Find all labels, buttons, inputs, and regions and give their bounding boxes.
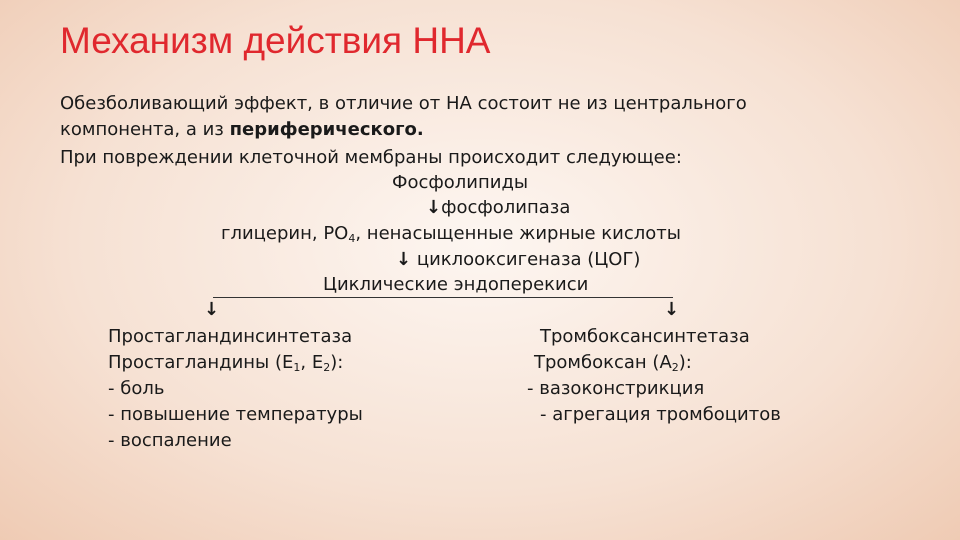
products-label — [221, 222, 681, 251]
slide-title: Механизм действия ННА — [60, 20, 491, 61]
prostaglandins-text-c: ): — [330, 352, 344, 373]
intro-line-1: Обезболивающий эффект, в отличие от НА состоит не из центрального — [60, 93, 747, 114]
left-effect-item: - повышение температуры — [108, 404, 363, 425]
prostaglandins-subscript-2: 2 — [323, 361, 331, 374]
prostaglandins-text-b: , Е — [300, 352, 324, 373]
down-arrow-icon: ↓ — [426, 197, 442, 218]
thromboxane-label — [534, 351, 692, 380]
prostaglandins-text-a: Простагландины (Е — [108, 352, 294, 373]
phospholipase-label: фосфолипаза — [441, 197, 571, 218]
down-arrow-icon: ↓ — [204, 299, 220, 320]
right-effect-item: - агрегация тромбоцитов — [540, 404, 781, 425]
endoperoxides-label: Циклические эндоперекиси — [323, 274, 589, 295]
intro-line-2 — [60, 118, 424, 142]
right-effect-item: - вазоконстрикция — [527, 378, 705, 399]
phospholipase-step — [426, 196, 570, 220]
products-text-b: , ненасыщенные жирные кислоты — [355, 223, 681, 244]
intro-emphasis: периферического. — [229, 119, 424, 140]
down-arrow-icon: ↓ — [664, 299, 680, 320]
cox-label: циклооксигеназа (ЦОГ) — [411, 249, 641, 270]
right-enzyme-label: Тромбоксансинтетаза — [540, 326, 750, 347]
products-text-a: глицерин, PO — [221, 223, 349, 244]
thromboxane-text-b: ): — [678, 352, 692, 373]
prostaglandins-subscript-1: 1 — [293, 361, 301, 374]
left-effect-item: - боль — [108, 378, 165, 399]
branch-divider-line — [213, 297, 673, 298]
cox-step — [396, 248, 640, 272]
products-subscript: 4 — [348, 232, 356, 245]
prostaglandins-label — [108, 351, 343, 380]
intro-line-2-text: компонента, а из — [60, 119, 230, 140]
phospholipids-label: Фосфолипиды — [392, 172, 529, 193]
intro-line-3: При повреждении клеточной мембраны происходит следующее: — [60, 147, 682, 168]
thromboxane-subscript: 2 — [671, 361, 679, 374]
left-effect-item: - воспаление — [108, 430, 232, 451]
thromboxane-text-a: Тромбоксан (А — [534, 352, 672, 373]
down-arrow-icon: ↓ — [396, 249, 412, 270]
left-enzyme-label: Простагландинсинтетаза — [108, 326, 353, 347]
